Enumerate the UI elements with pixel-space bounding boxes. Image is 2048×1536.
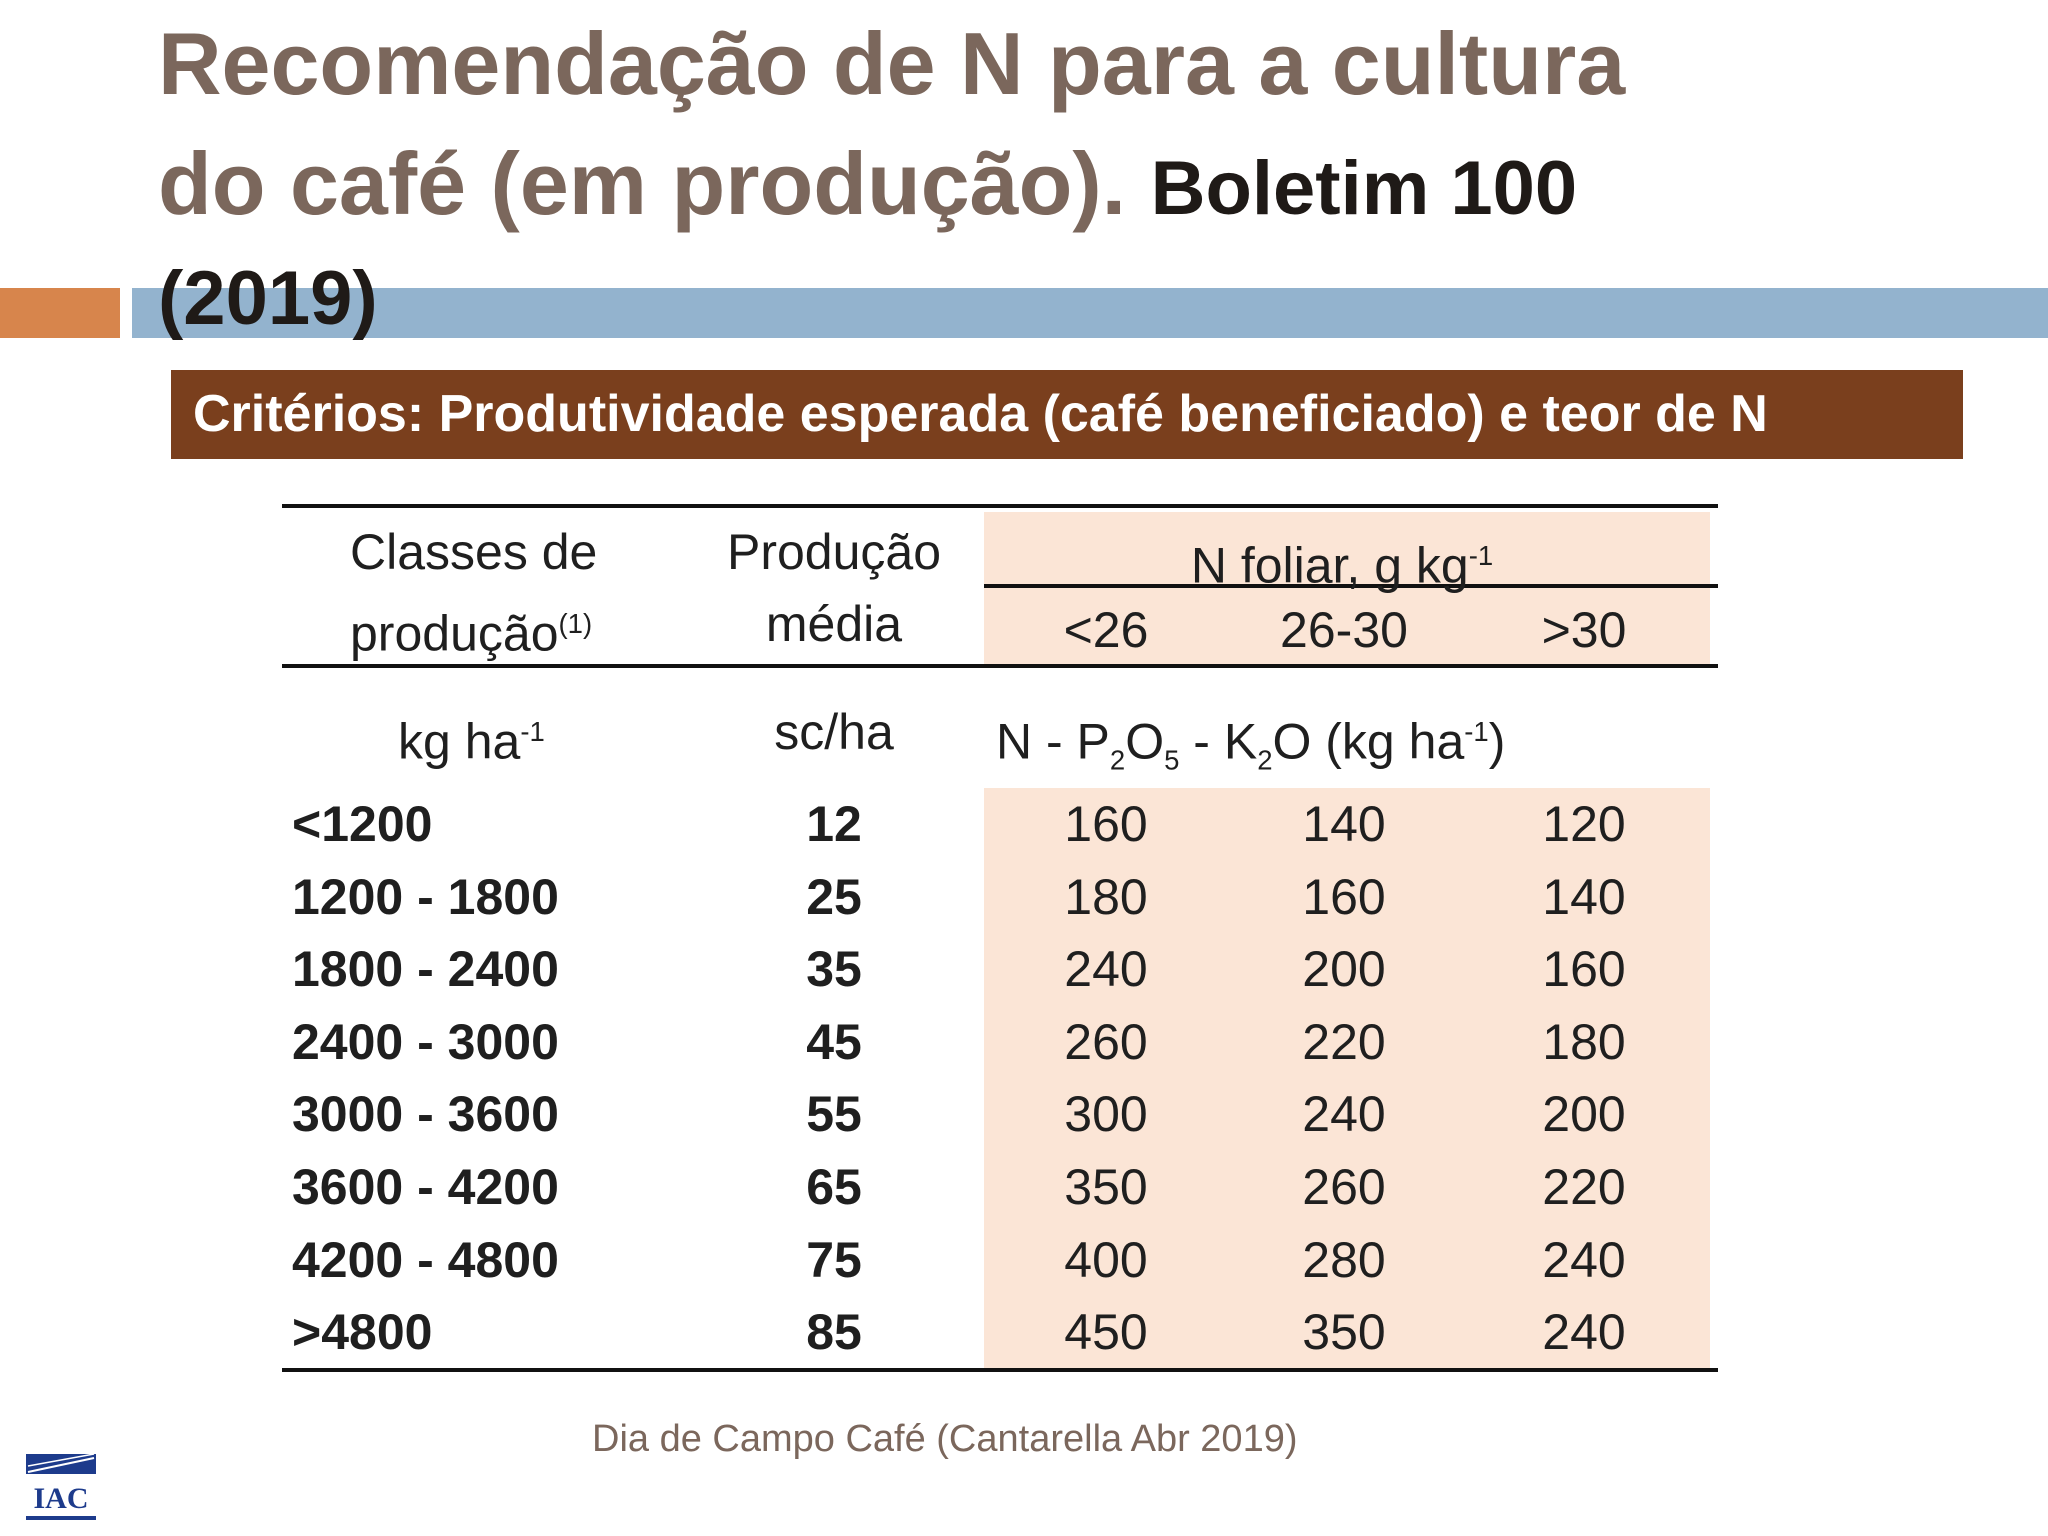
unit-nutrients-k: - K bbox=[1179, 713, 1258, 770]
header-n-class-3: >30 bbox=[1541, 602, 1627, 658]
unit-nutrients bbox=[996, 702, 1505, 791]
header-classes-sup: (1) bbox=[558, 608, 593, 639]
table-header-rule bbox=[282, 664, 1718, 668]
header-n-foliar-sup: -1 bbox=[1468, 540, 1494, 571]
criteria-banner: Critérios: Produtividade esperada (café beneficiado) e teor de N bbox=[171, 370, 1963, 459]
row-dose-1: 400 bbox=[1064, 1232, 1148, 1288]
row-media: 75 bbox=[806, 1232, 862, 1288]
row-dose-1: 240 bbox=[1064, 941, 1148, 997]
title-line-1: Recomendação de N para a cultura bbox=[158, 14, 1626, 113]
row-media: 12 bbox=[806, 796, 862, 852]
row-dose-2: 160 bbox=[1302, 869, 1386, 925]
header-n-foliar-label: N foliar, g kg bbox=[1190, 537, 1469, 594]
row-media: 85 bbox=[806, 1304, 862, 1360]
row-dose-1: 300 bbox=[1064, 1086, 1148, 1142]
title-bulletin: Boletim 100 bbox=[1150, 146, 1578, 231]
row-dose-2: 200 bbox=[1302, 941, 1386, 997]
row-dose-2: 280 bbox=[1302, 1232, 1386, 1288]
row-dose-1: 160 bbox=[1064, 796, 1148, 852]
unit-nutrients-o2: O (kg ha bbox=[1272, 713, 1465, 770]
unit-sc-ha: sc/ha bbox=[774, 704, 894, 760]
header-classes-line2 bbox=[350, 594, 592, 664]
row-media: 25 bbox=[806, 869, 862, 925]
row-dose-1: 260 bbox=[1064, 1014, 1148, 1070]
title-year: (2019) bbox=[158, 256, 378, 341]
table-bottom-rule bbox=[282, 1368, 1718, 1372]
row-dose-1: 350 bbox=[1064, 1159, 1148, 1215]
row-class: <1200 bbox=[292, 796, 433, 852]
footer-source: Dia de Campo Café (Cantarella Abr 2019) bbox=[592, 1418, 1298, 1460]
header-n-foliar bbox=[1191, 526, 1493, 596]
row-class: 1200 - 1800 bbox=[292, 869, 559, 925]
header-classes-label: produção bbox=[350, 605, 559, 662]
row-dose-2: 220 bbox=[1302, 1014, 1386, 1070]
iac-logo bbox=[22, 1452, 100, 1530]
title-line-2-text: do café (em produção). bbox=[158, 134, 1127, 233]
header-n-class-1: <26 bbox=[1063, 602, 1149, 658]
row-class: 2400 - 3000 bbox=[292, 1014, 559, 1070]
row-dose-3: 160 bbox=[1542, 941, 1626, 997]
row-dose-1: 450 bbox=[1064, 1304, 1148, 1360]
row-dose-1: 180 bbox=[1064, 869, 1148, 925]
unit-nutrients-p-sub: 2 bbox=[1109, 744, 1126, 776]
row-class: 4200 - 4800 bbox=[292, 1232, 559, 1288]
row-dose-3: 240 bbox=[1542, 1232, 1626, 1288]
unit-nutrients-k-sub: 2 bbox=[1257, 744, 1273, 776]
accent-bar-orange bbox=[0, 288, 120, 338]
header-production-line1: Produção bbox=[726, 524, 942, 580]
title-line-2 bbox=[158, 124, 2018, 249]
unit-nutrients-o5-sub: 5 bbox=[1164, 744, 1180, 776]
row-dose-3: 220 bbox=[1542, 1159, 1626, 1215]
row-dose-2: 240 bbox=[1302, 1086, 1386, 1142]
row-dose-3: 200 bbox=[1542, 1086, 1626, 1142]
row-dose-3: 240 bbox=[1542, 1304, 1626, 1360]
row-media: 65 bbox=[806, 1159, 862, 1215]
row-media: 45 bbox=[806, 1014, 862, 1070]
unit-kg-ha bbox=[398, 702, 545, 772]
row-dose-2: 140 bbox=[1302, 796, 1386, 852]
row-dose-3: 120 bbox=[1542, 796, 1626, 852]
row-class: >4800 bbox=[292, 1304, 433, 1360]
iac-logo-text: IAC bbox=[33, 1482, 89, 1515]
row-class: 1800 - 2400 bbox=[292, 941, 559, 997]
unit-kg-ha-label: kg ha bbox=[398, 713, 521, 770]
unit-kg-ha-sup: -1 bbox=[520, 716, 545, 747]
row-dose-3: 140 bbox=[1542, 869, 1626, 925]
row-class: 3600 - 4200 bbox=[292, 1159, 559, 1215]
unit-nutrients-sup: -1 bbox=[1464, 716, 1489, 747]
slide-title bbox=[158, 4, 2018, 349]
header-production-line2: média bbox=[765, 596, 903, 652]
unit-nutrients-close: ) bbox=[1488, 713, 1506, 770]
unit-nutrients-n: N - P bbox=[996, 713, 1110, 770]
header-classes-line1: Classes de bbox=[350, 524, 598, 580]
row-class: 3000 - 3600 bbox=[292, 1086, 559, 1142]
table-top-rule bbox=[282, 504, 1718, 508]
unit-nutrients-o1: O bbox=[1125, 713, 1165, 770]
recommendation-table bbox=[282, 504, 1718, 1372]
row-media: 55 bbox=[806, 1086, 862, 1142]
row-dose-2: 260 bbox=[1302, 1159, 1386, 1215]
row-dose-2: 350 bbox=[1302, 1304, 1386, 1360]
header-n-class-2: 26-30 bbox=[1280, 602, 1408, 658]
row-media: 35 bbox=[806, 941, 862, 997]
row-dose-3: 180 bbox=[1542, 1014, 1626, 1070]
